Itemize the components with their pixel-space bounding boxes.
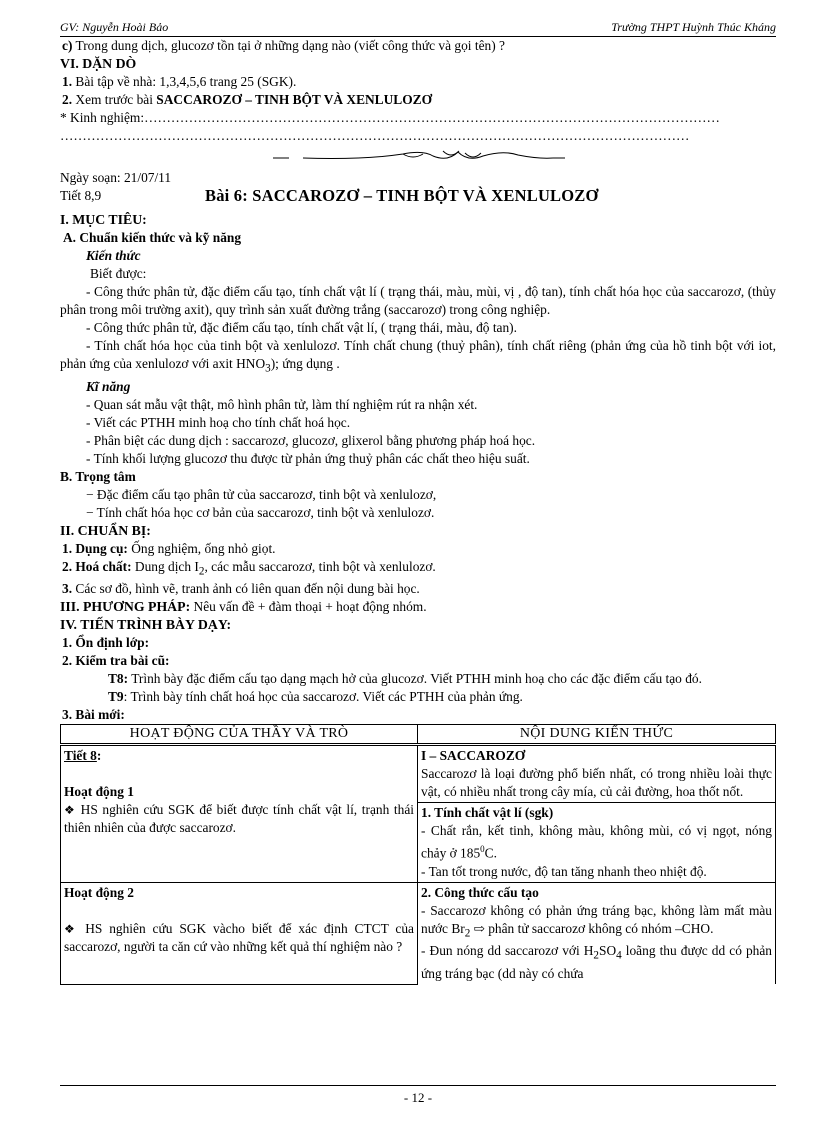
biet-duoc: Biết được:: [90, 266, 147, 281]
activity-1-cell: Tiết 8: Hoạt động 1 ❖ HS nghiên cứu SGK để biết được tính chất vật lí, trạnh thái thiên nhiên của được saccarozơ.: [61, 745, 418, 882]
decorative-divider: [60, 147, 776, 165]
class-setup: 1. Ổn định lớp:: [62, 635, 150, 651]
knowledge-item-3: - Tính chất hóa học của tinh bột và xenlulozơ. Tính chất chung (thuỷ phân), tính chất riêng (phản ứng của hồ tinh bột với iot, phản ứng của xenlulozơ với axit $HNO_3$); ứng dụng .: [60, 338, 776, 375]
dotted-line: ……………………………………………………………………………………………………………………………: [60, 128, 690, 143]
review-check: 2. Kiểm tra bài cũ:: [62, 653, 170, 669]
content-structure-cell: 2. Công thức cấu tạo - Saccarozơ không có phản ứng tráng bạc, không làm mất màu nước $Br_2$ ⇨ phân tử saccarozơ không có nhóm –CHO. - Đun nóng dd saccarozơ với $H_2SO_4$ loãng thu được dd có phản ứng tráng bạc (dd này có chứa: [418, 882, 776, 984]
skill-item-1: - Quan sát mẫu vật thật, mô hình phân tử, làm thí nghiệm rút ra nhận xét.: [86, 396, 478, 412]
section-6-title: VI. DẶN DÒ: [60, 56, 137, 71]
lesson-heading: [60, 187, 776, 205]
section-1-title: I. MỤC TIÊU:: [60, 212, 147, 227]
section-2-title: II. CHUẨN BỊ:: [60, 522, 151, 538]
skill-item-4: - Tính khối lượng glucozơ thu được từ phản ứng thuỷ phân các chất theo hiệu suất.: [86, 450, 530, 466]
table-header-row: [61, 725, 776, 745]
prep-item-2: 2. Hoá chất: Dung dịch $I_2$, các mẫu saccarozơ, tinh bột và xenlulozơ.: [62, 558, 436, 578]
page-footer: [60, 1085, 776, 1107]
prep-item-1: 1. Dụng cụ: Ống nghiệm, ống nhỏ giọt.: [62, 540, 276, 556]
content-saccarozo-cell: I – SACCAROZƠ Saccarozơ là loại đường phổ biến nhất, có trong nhiều loài thực vật, có nhiều nhất trong cây mía, củ cải đường, hoa thốt nốt.: [418, 745, 776, 803]
table-row: [61, 882, 776, 984]
prep-item-3: 3. Các sơ đồ, hình vẽ, tranh ảnh có liên quan đến nội dung bài học.: [62, 581, 420, 597]
skill-item-2: - Viết các PTHH minh hoạ cho tính chất hoá học.: [86, 414, 351, 430]
lesson-table: [60, 724, 776, 984]
preview-item: 2. Xem trước bài SACCAROZƠ – TINH BỘT VÀ XENLULOZƠ: [62, 92, 432, 107]
column-header-content: NỘI DUNG KIẾN THỨC: [418, 725, 776, 745]
school-name: Trường THPT Huỳnh Thúc Kháng: [611, 20, 776, 34]
section-1b-title: B. Trọng tâm: [60, 468, 136, 484]
review-t9: T9: Trình bày tính chất hoá học của saccarozơ. Viết các PTHH của phản ứng.: [108, 689, 523, 705]
page-number: - 12 -: [403, 1090, 433, 1105]
question-c: c) Trong dung dịch, glucozơ tồn tại ở những dạng nào (viết công thức và gọi tên) ?: [62, 38, 505, 53]
experience-line: * Kinh nghiệm:…………………………………………………………………………………………………………………: [60, 110, 720, 125]
knowledge-item-2: - Công thức phân tử, đặc điểm cấu tạo, tính chất vật lí, ( trạng thái, màu, độ tan).: [86, 320, 517, 335]
knowledge-label: Kiến thức: [86, 248, 141, 263]
new-lesson: 3. Bài mới:: [62, 707, 125, 723]
lesson-title: Bài 6: SACCAROZƠ – TINH BỘT VÀ XENLULOZƠ: [205, 186, 599, 205]
knowledge-item-1: - Công thức phân tử, đặc điểm cấu tạo, tính chất vật lí ( trạng thái, màu, mùi, vị , độ tan), tính chất hóa học của saccarozơ, (thủy phân trong môi trường axit), quy trình sản xuất đường trắng (saccarozơ) trong công nghiệp.: [60, 284, 776, 317]
skill-item-3: - Phân biệt các dung dịch : saccarozơ, glucozơ, glixerol bằng phương pháp hoá học.: [86, 432, 536, 448]
arrow-icon: ⇨: [470, 920, 485, 936]
teacher-name: GV: Nguyễn Hoài Bảo: [60, 20, 169, 34]
section-4-title: IV. TIẾN TRÌNH BÀY DẠY:: [60, 617, 232, 633]
prep-date: Ngày soạn: 21/07/11: [60, 170, 172, 185]
bullet-icon: ❖: [64, 803, 77, 818]
section-1a-title: A. Chuẩn kiến thức và kỹ năng: [63, 230, 242, 245]
homework-item: 1. Bài tập về nhà: 1,3,4,5,6 trang 25 (SGK).: [62, 74, 297, 89]
review-t8: T8: Trình bày đặc điểm cấu tạo dạng mạch hở của glucozơ. Viết PTHH minh hoạ cho các đặc điểm cấu tạo đó.: [108, 671, 702, 687]
lesson-period: Tiết 8,9: [60, 188, 102, 203]
column-header-activities: HOẠT ĐỘNG CỦA THẦY VÀ TRÒ: [61, 725, 418, 745]
skills-label: Kĩ năng: [86, 378, 131, 394]
ornament-icon: [253, 147, 583, 163]
focus-item-2: − Tính chất hóa học cơ bản của saccarozơ, tinh bột và xenlulozơ.: [86, 504, 435, 520]
content-physical-cell: 1. Tính chất vật lí (sgk) - Chất rắn, kết tinh, không màu, không mùi, có vị ngọt, nóng chảy ở $185^0C$. - Tan tốt trong nước, độ tan tăng nhanh theo nhiệt độ.: [418, 803, 776, 882]
table-row: [61, 745, 776, 803]
bullet-icon: ❖: [64, 921, 79, 936]
page-header: [60, 20, 776, 37]
focus-item-1: − Đặc điểm cấu tạo phân tử của saccarozơ, tinh bột và xenlulozơ,: [86, 486, 437, 502]
activity-2-cell: Hoạt động 2 ❖ HS nghiên cứu SGK vàcho biết để xác định CTCT của saccarozơ, người ta căn cứ vào những kết quả thí nghiệm nào ?: [61, 882, 418, 984]
section-3: III. PHƯƠNG PHÁP: Nêu vấn đề + đàm thoại + hoạt động nhóm.: [60, 599, 427, 615]
page: [60, 20, 776, 985]
